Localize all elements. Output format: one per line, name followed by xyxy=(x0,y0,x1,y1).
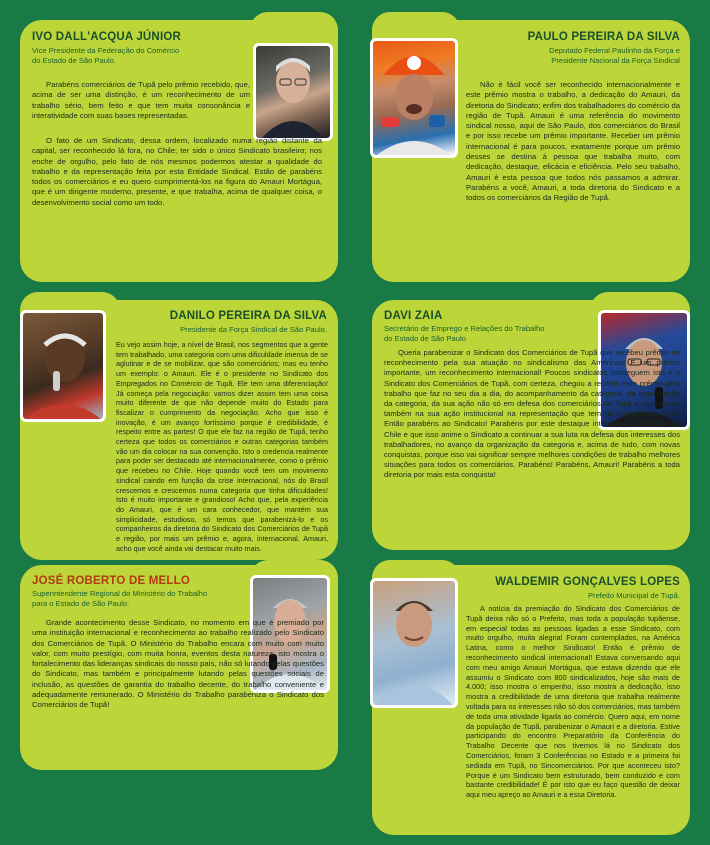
paragraph: Não é fácil você ser reconhecido internacionalmente e este prêmio mostra o trabalho, a dedicação do Amauri, da diretoria do Sindicato; enfim dos trabalhadores do comércio da região de Tupã. Amauri é uma referência do movimento sindical nosso, aqui de São Paulo, dos comerciários do Brasil e por isso recebe um prêmio importante. Receber um prêmio internacional é para poucos, exatamente porque um prêmio desses se destina à pessoa que trabalha muito, com dedicação, destaque, eficácia e eficiência. Pelo seu trabalho, Amauri é esta pessoa que todos nós passamos a admirar. Parabéns a você, Amauri, a toda diretoria do Sindicato e a todos os comerciários da Região de Tupã. xyxy=(466,80,680,203)
portrait-icon xyxy=(23,313,103,419)
portrait-icon xyxy=(373,41,455,155)
role-line: Prefeito Municipal de Tupã. xyxy=(587,591,680,600)
profile-body xyxy=(466,604,680,800)
role-line: Vice Presidente da Federação do Comércio xyxy=(32,46,180,55)
profile-name: DAVI ZAIA xyxy=(384,310,443,322)
portrait-icon xyxy=(256,46,330,138)
photo-paulo xyxy=(370,38,458,158)
role-line: do Estado de São Paulo xyxy=(384,334,466,343)
profile-body xyxy=(32,618,324,711)
portrait-icon xyxy=(373,581,455,705)
profile-role xyxy=(384,324,594,344)
profile-role xyxy=(32,589,247,609)
profile-body xyxy=(466,80,680,204)
photo-danilo xyxy=(20,310,106,422)
photo-waldemir xyxy=(370,578,458,708)
profile-name: JOSÉ ROBERTO DE MELLO xyxy=(32,575,190,587)
profile-role xyxy=(470,46,680,66)
profile-body xyxy=(384,348,680,481)
profile-role xyxy=(112,325,327,335)
role-line: Deputado Federal Paulinho da Força e xyxy=(549,46,680,55)
photo-ivo xyxy=(253,43,333,141)
role-line: para o Estado de São Paulo. xyxy=(32,599,130,608)
paragraph: Parabéns comerciários de Tupã pelo prêmio recebido, que, acima de ser uma distinção, é um reconhecimento de um trabalho sério, bem feito e que tem muita consonância e interatividade com suas bases representadas. xyxy=(32,80,250,120)
paragraph: A notícia da premiação do Sindicato dos Comerciários de Tupã deixa não só o Prefeito, mas toda a população tupãense, em especial todas as pessoas ligadas a esse Sindicato, com muito orgulho, muita alegria! Foram contemplados, na América Latina, como o melhor Sindicato! Então é prêmio de reconhecimento sindical internacional! Estava conversando aqui com meu amigo Amauri Mortágua, que estava dizendo que ele assumiu o Sindicato com 800 sindicalizados, hoje são mais de 4.000; isso mostra o empenho, isso mostra a dedicação, isso mostra a credibilidade de uma diretoria que trabalha realmente voltada para os interesses não só dos comerciários, mas também de toda uma atividade ligada ao comércio. Quero aqui, em nome da população de Tupã, parabenizar o Amauri e a diretoria. Estive participando do encontro Preparatório da Conferência do Trabalho Decente que nos tivemos lá no Sindicato dos Comerciários, foram 3 Conferências no Estado e a primeira foi sediada em Tupã, no Sincomerciários. Por que aconteceu isto? Porque é um Sindicato bem estruturado, bem conduzido e com bastante credibilidade! É por isto que eu faço questão de deixar aqui meu apreço ao Amauri e a essa Diretoria. xyxy=(466,604,680,800)
paragraph: Eu vejo assim hoje, a nível de Brasil, nos segmentos que a gente tem trabalhado, uma categoria com uma dificuldade imensa de se aglutinar e de se mobilizar, que são comerciários; mas eu tenho um exemplo: o Amauri. Ele é o presidente no Sindicato dos Empregados no Comércio de Tupã. Ele tem uma diferenciação! Já começa pela negociação: vamos dizer assim tem uma coisa muito diferente de que não depende muito do Estado para fiscalizar o cumprimento da negociação. Acho que isso é inovação, é um avanço fortíssimo porque é credibilidade, é respeito entre as partes! O que ele faz na região de Tupã, tenho certeza que todos os comerciários e outras categorias também vão um dia colocar na sua convenção. Isto o credencia realmente para poder ser destacado até internacionalmente, como o prêmio que recebeu no Chile. Hoje quando você tem um movimento sindical caindo em função da crise internacional, nós do Brasil crescemos e crescemos numa categoria que tinha dificuldades! Isto é muito importante e grandioso! Acho que, pela experiência do Amauri, que é um cara conhecedor, que mantém sua simplicidade, estudioso, só temos que parabenizá-lo e os companheiros da diretoria do Sindicato dos Comerciários de Tupã e região, por mais um prêmio e, agora, internacional. Amauri, acho que você ainda vai destacar muito mais. xyxy=(116,340,328,553)
role-line: Secretário de Emprego e Relações do Trabalho xyxy=(384,324,545,333)
role-line: Superintendente Regional do Ministério do Trabalho xyxy=(32,589,208,598)
profile-name: PAULO PEREIRA DA SILVA xyxy=(527,31,680,43)
profile-body xyxy=(32,80,250,121)
profile-role xyxy=(32,46,247,66)
profile-body-cont xyxy=(32,136,322,208)
role-line: Presidente Nacional da Força Sindical xyxy=(551,56,680,65)
profile-name: WALDEMIR GONÇALVES LOPES xyxy=(495,576,680,588)
profile-body xyxy=(116,340,328,553)
paragraph: Queria parabenizar o Sindicato dos Comerciários de Tupã que recebeu prêmio de reconhecimento pela sua atuação no sindicalismo das Américas! É um prêmio importante, um reconhecimento internacional! Poucos sindicatos conseguem isto e o Sindicato dos Comerciários de Tupã, com certeza, chegou a receber este prêmio pelo trabalho que faz no seu dia a dia, do acompanhamento da categoria, da organização da categoria, da sua ação não só em defesa dos comerciários de Tupã e região mas também na sua ação institucional na representação que tem na comunidade local. Então parabéns ao Sindicato! Parabéns por este destaque internacional recebido no Chile e que isso anime o Sindicato a continuar a sua luta na defesa dos interesses dos trabalhadores, no avanço da organização da categoria e, acima de tudo, com novas conquistas, porque isso vai significar sempre melhores condições de trabalho melhores situações para todos os comerciários. Parabéns! Parabéns, Amauri! Parabéns a toda diretoria por mais esta conquista! xyxy=(384,348,680,480)
paragraph: O fato de um Sindicato, dessa ordem, localizado numa região distante da capital, ser reconhecido lá fora, no Chile; ter sido o único Sindicato brasileiro; nos enche de orgulho, pelo fato de nós mesmos podermos atestar a qualidade do trabalho e da representação feita por esta Entidade Sindical. Estão de parabéns todos os comerciários e eu quero cumprimentá-los na figura do Amauri Mortágua, que é um dirigente moderno, presente, e que trabalha, acima de qualquer coisa, o desenvolvimento social como um todo. xyxy=(32,136,322,207)
role-line: do Estado de São Paulo. xyxy=(32,56,117,65)
role-line: Presidente da Força Sindical de São Paulo. xyxy=(180,325,327,334)
paragraph: Grande acontecimento desse Sindicato, no momento em que é premiado por uma instituição internacional e reconhecimento ao trabalho realizado pelo Sindicato dos Comerciários de Tupã. O Ministério do Trabalho encara com muito com muito valor, com muito prestígio, com muita honra, eventos desta natureza; isto mostra o fortalecimento das lideranças sindicais do nosso país, não só lutando pelas questões do Sindicato, mas também e principalmente lutando pelas questões sociais de inclusão, as questões de garantia do trabalho decente, do trabalho conveniente e adequadamente remunerado. O Ministério do Trabalho parabeniza o Sindicato dos Comerciários de Tupã! xyxy=(32,618,324,710)
profile-name: IVO DALL'ACQUA JÚNIOR xyxy=(32,31,181,43)
profile-role xyxy=(462,591,680,601)
profile-name: DANILO PEREIRA DA SILVA xyxy=(169,310,327,322)
